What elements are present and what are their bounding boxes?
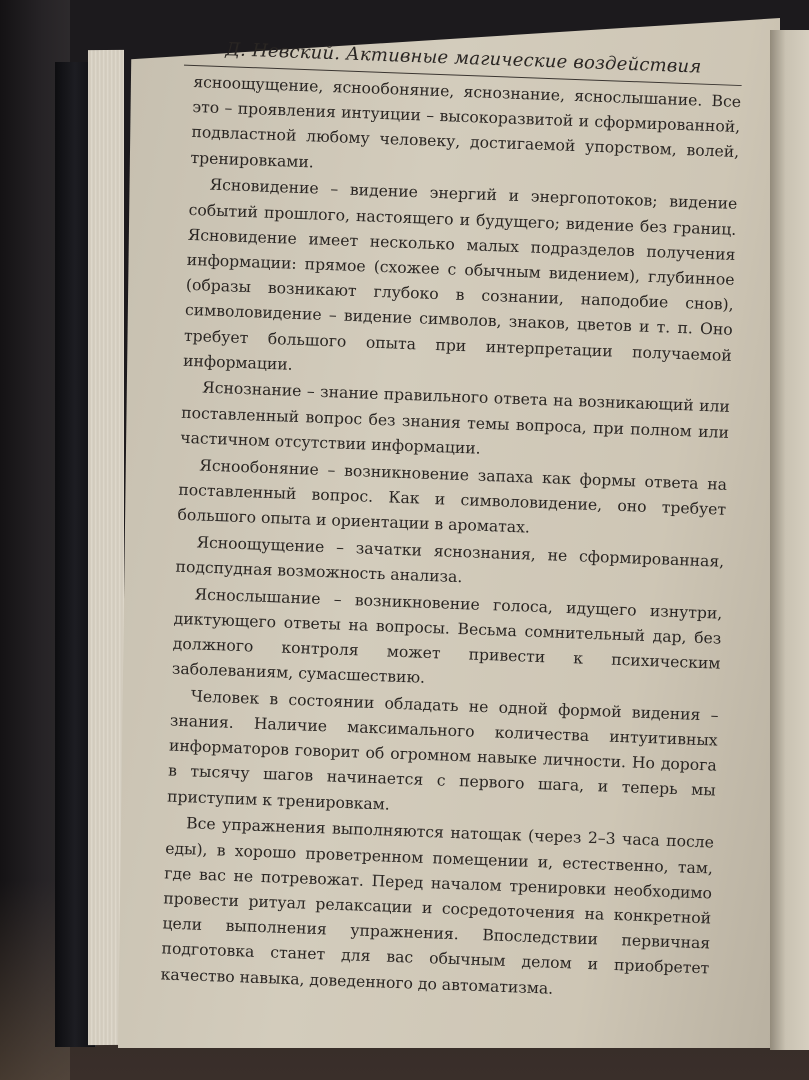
facing-page-edge: [770, 30, 809, 1050]
paragraph: Яснообоняние – возникновение запаха как формы ответа на поставленный вопрос. Как и символовидение, оно требует большого опыта и ориентации в ароматах.: [177, 455, 728, 537]
paragraph: ясноощущение, яснообоняние, яснознание, яснослышание. Все это – проявления интуиции – высокоразвитой и сформированной, подвластной любому человеку, достигаемой упорством, волей, тренировками.: [190, 72, 742, 172]
paragraph: Все упражнения выполняются натощак (через 2–3 часа после еды), в хорошо проветренном помещении и, естественно, там, где вас не потревожат. Перед началом тренировки необходимо провести ритуал релаксации и сосредоточения на конкретной цели выполнения упражнения. Впоследствии первичная подготовка станет для вас обычным делом и приобретет качество навыка, доведенного до автоматизма.: [160, 814, 715, 998]
paragraph: Яснослышание – возникновение голоса, идущего изнутри, диктующего ответы на вопросы. Весьма сомнительный дар, без должного контроля может привести к психическим заболеваниям, сумасшествию.: [171, 584, 723, 688]
paragraph: Человек в состоянии обладать не одной формой видения – знания. Наличие максимального количества интуитивных информаторов говорит об огромном навыке личности. Но дорога в тысячу шагов начинается с первого шага, и теперь мы приступим к тренировкам.: [166, 687, 719, 814]
body-text: [160, 70, 741, 1007]
paragraph: Ясновидение – видение энергий и энергопотоков; видение событий прошлого, настоящего и будущего; видение без границ. Ясновидение имеет несколько малых подразделов получения информации: прямое (схожее с обычным видением), глубинное (образы возникают глубоко в сознании, наподобие снов), символовидение – видение символов, знаков, цветов и т. п. Оно требует большого опыта при интерпретации получаемой информации.: [182, 175, 738, 374]
running-head: Д. Невский. Активные магические воздействия: [184, 38, 743, 86]
paragraph: Ясноощущение – зачатки яснознания, не сформированная, подспудная возможность анализа.: [175, 533, 725, 587]
page-block-edge: [88, 50, 124, 1045]
paragraph: Яснознание – знание правильного ответа на возникающий или поставленный вопрос без знания темы вопроса, при полном или частичном отсутствии информации.: [180, 378, 731, 458]
page-content: [160, 38, 742, 1009]
